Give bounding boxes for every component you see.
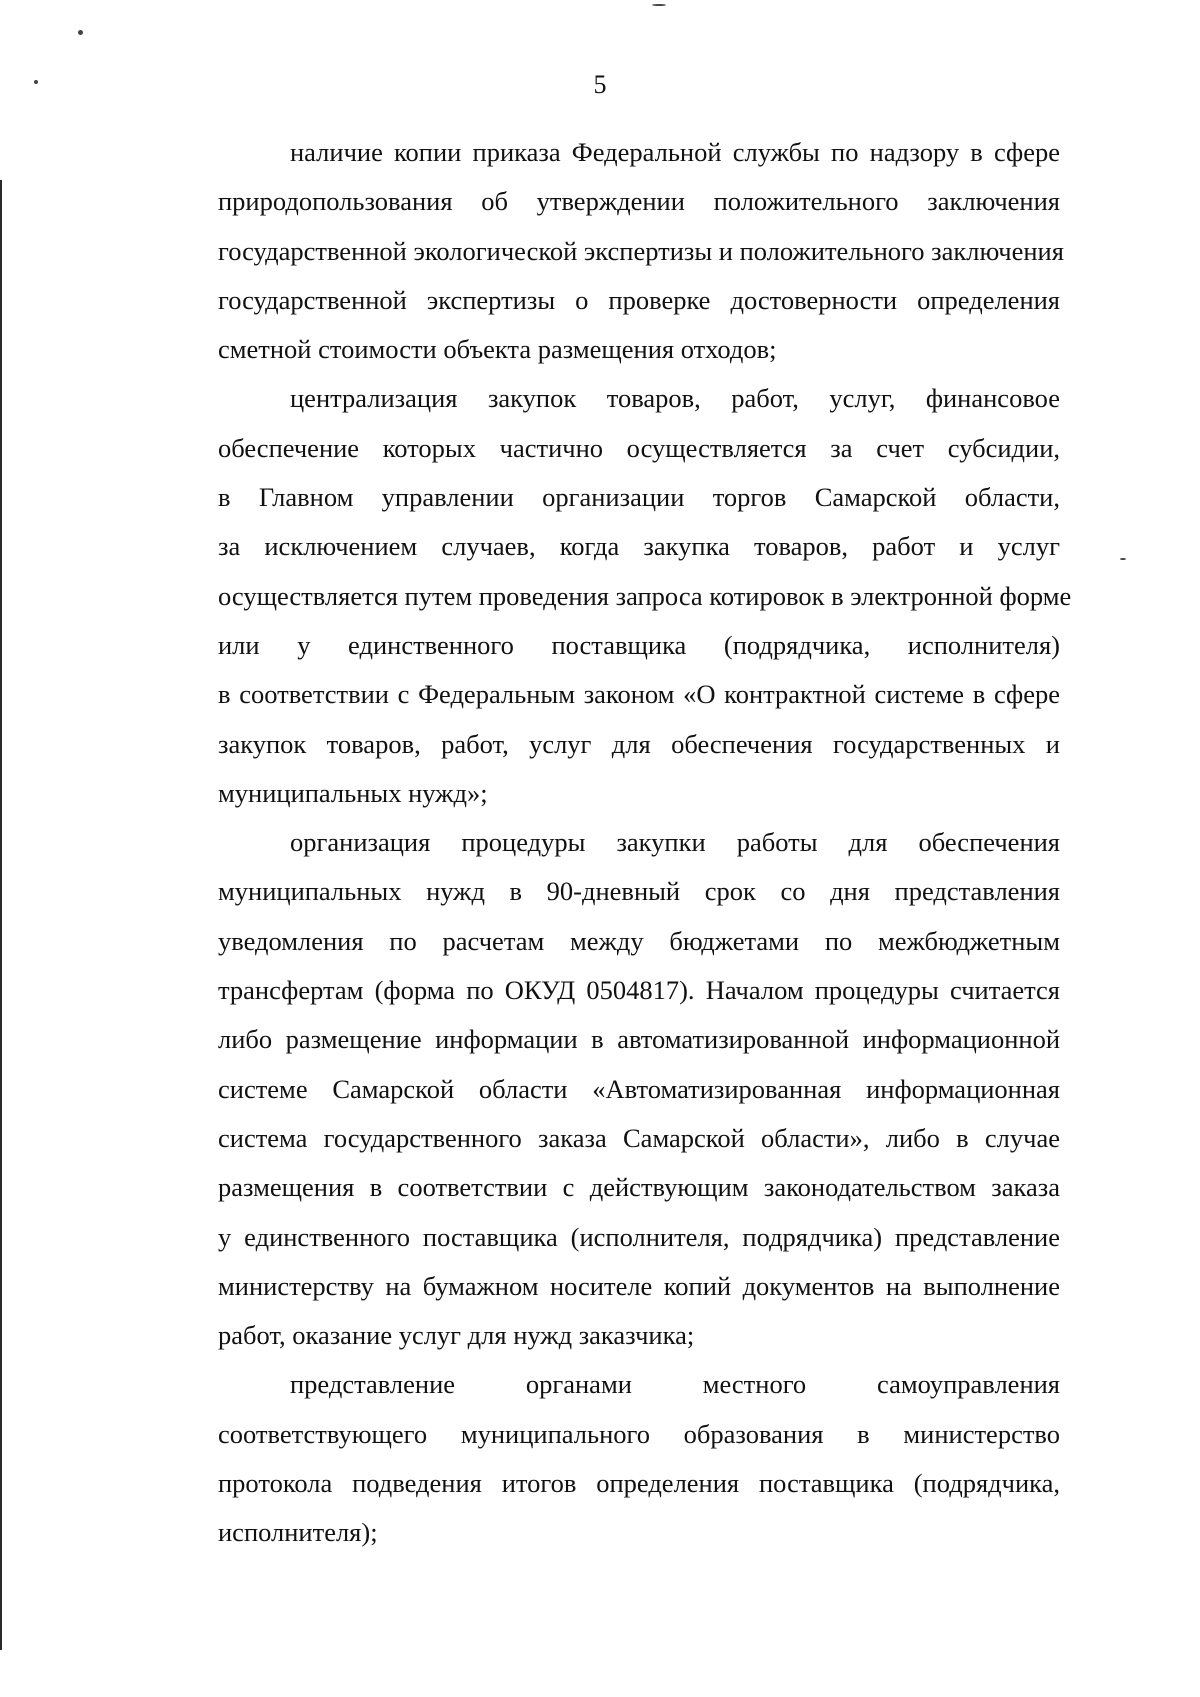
text-line: размещения в соответствии с действующим законодательством заказа [218,1172,1060,1203]
text-line: исполнителя); [218,1517,378,1548]
text-line: наличие копии приказа Федеральной службы по надзору в сфере [290,137,1060,167]
text-line: обеспечение которых частично осуществляется за счет субсидии, [218,432,1060,463]
text-line: закупок товаров, работ, услуг для обеспечения государственных и [218,728,1060,759]
text-line: организация процедуры закупки работы для обеспечения [290,827,1060,858]
text-line: либо размещение информации в автоматизированной информационной [218,1024,1060,1055]
text-line: государственной экологической экспертизы и положительного заключения [218,235,1064,266]
text-line: сметной стоимости объекта размещения отходов; [218,334,777,365]
text-line: в Главном управлении организации торгов Самарской области, [218,482,1060,513]
text-line: в соответствии с Федеральным законом «О контрактной системе в сфере [218,679,1060,710]
scan-speck [78,30,83,35]
paragraph [146,1360,1060,1557]
page-number: 5 [593,70,607,99]
paragraph [146,128,1064,374]
text-line: централизация закупок товаров, работ, услуг, финансовое [290,383,1060,414]
text-line: министерству на бумажном носителе копий документов на выполнение [218,1270,1060,1301]
scan-speck [1120,558,1126,560]
scan-edge-shadow [0,180,2,1650]
text-line: природопользования об утверждении положительного заключения [218,186,1060,217]
text-line: муниципальных нужд»; [218,777,488,808]
scan-speck [652,4,666,6]
text-line: представление органами местного самоуправления [290,1369,1060,1400]
text-line: соответствующего муниципального образования в министерство [218,1418,1060,1449]
text-line: или у единственного поставщика (подрядчика, исполнителя) [218,629,1060,660]
document-body [146,128,1072,1558]
text-line: протокола подведения итогов определения поставщика (подрядчика, [218,1468,1060,1499]
text-line: системе Самарской области «Автоматизированная информационная [218,1073,1060,1104]
text-line: у единственного поставщика (исполнителя, подрядчика) представление [218,1221,1060,1252]
text-line: трансфертам (форма по ОКУД 0504817). Началом процедуры считается [218,975,1060,1006]
paragraph [146,374,1072,818]
text-line: государственной экспертизы о проверке достоверности определения [218,284,1060,315]
text-line: система государственного заказа Самарской области», либо в случае [218,1122,1060,1153]
text-line: работ, оказание услуг для нужд заказчика; [218,1320,695,1351]
text-line: осуществляется путем проведения запроса котировок в электронной форме [218,580,1072,611]
text-line: муниципальных нужд в 90-дневный срок со дня представления [218,876,1060,907]
paragraph [146,818,1060,1360]
text-line: уведомления по расчетам между бюджетами по межбюджетным [218,925,1060,956]
text-line: за исключением случаев, когда закупка товаров, работ и услуг [218,531,1060,562]
